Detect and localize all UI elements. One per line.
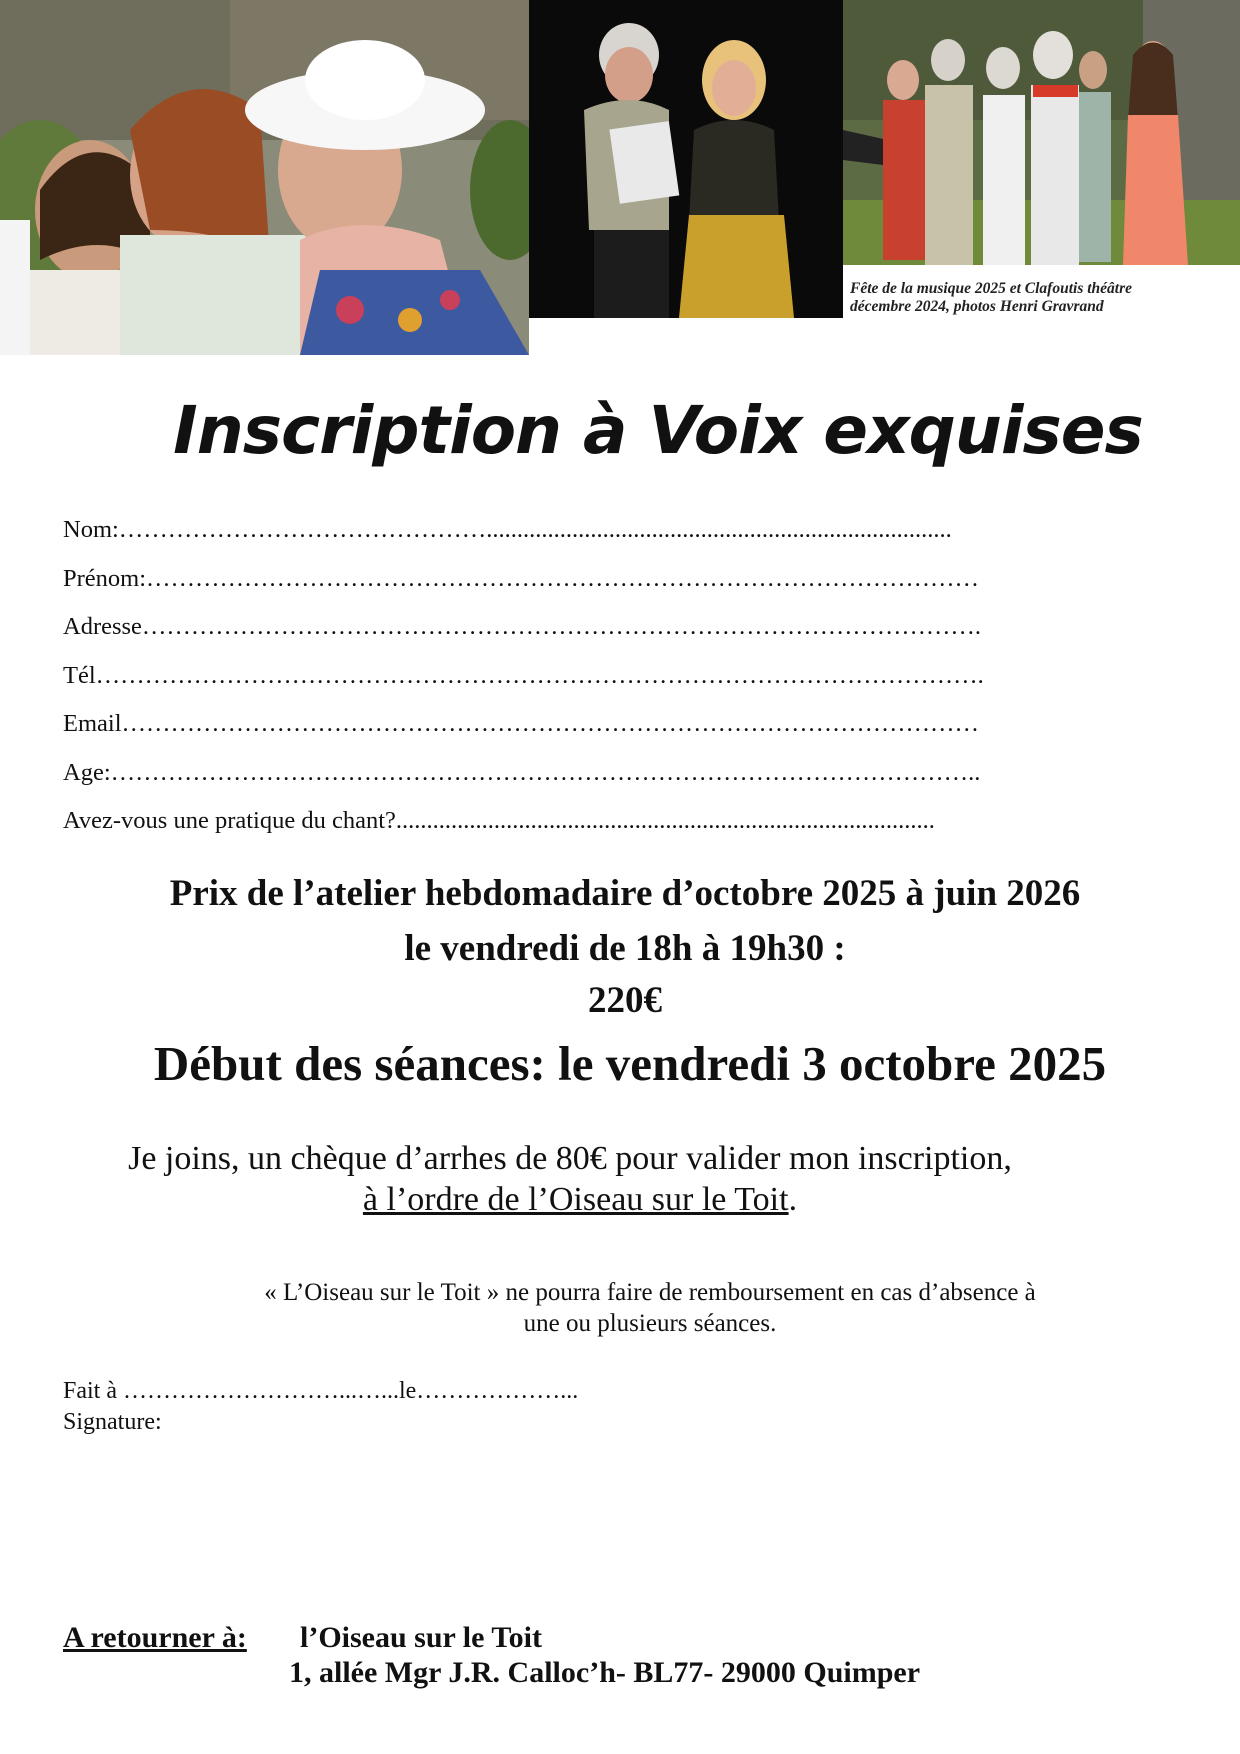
price-amount: 220€	[588, 980, 662, 1021]
cheque-payee	[0, 1181, 1200, 1219]
first-name-field[interactable]: Prénom:…………………………………………………………………………………………	[63, 564, 980, 592]
name-field[interactable]: Nom:………………………………………............................................................................	[63, 516, 952, 543]
refund-line-1: « L’Oiseau sur le Toit » ne pourra faire de remboursement en cas d’absence à	[264, 1279, 1036, 1306]
start-date-heading: Début des séances: le vendredi 3 octobre 2025	[153, 1036, 1107, 1091]
place-date-field[interactable]: Fait à ………………………...…...le………………...	[63, 1378, 579, 1404]
phone-field[interactable]: Tél……………………………………………………………………………………………….	[63, 661, 984, 689]
page-title: Inscription à Voix exquises	[173, 392, 1143, 469]
caption-line-2: décembre 2024, photos Henri Gravrand	[850, 298, 1104, 315]
address-field[interactable]: Adresse………………………………………………………………………………………….	[63, 613, 982, 640]
choir-singers-outdoor-photo	[0, 0, 529, 355]
price-heading: Prix de l’atelier hebdomadaire d’octobre 2025 à juin 2026	[169, 873, 1081, 914]
return-address-block	[63, 1620, 921, 1689]
singing-experience-field[interactable]: Avez-vous une pratique du chant?........................................................................................	[63, 807, 935, 834]
registration-form	[63, 515, 1133, 855]
return-address: 1, allée Mgr J.R. Calloc’h- BL77- 29000 Quimper	[289, 1656, 921, 1689]
schedule-text: le vendredi de 18h à 19h30 :	[404, 928, 846, 969]
fete-de-la-musique-choir-photo	[843, 0, 1240, 265]
cheque-payee-name: à l’ordre de l’Oiseau sur le Toit	[362, 1181, 789, 1218]
return-label: A retourner à:	[63, 1621, 247, 1654]
refund-notice	[195, 1277, 1105, 1339]
cheque-text: Je joins, un chèque d’arrhes de 80€ pour valider mon inscription,	[128, 1140, 1012, 1177]
cheque-payee-end: .	[788, 1181, 798, 1218]
signature-label: Signature:	[63, 1409, 162, 1435]
return-organization: l’Oiseau sur le Toit	[300, 1621, 542, 1654]
photo-caption	[850, 280, 1235, 316]
email-field[interactable]: Email……………………………………………………………………………………………	[63, 710, 980, 737]
caption-line-1: Fête de la musique 2025 et Clafoutis théâtre	[850, 280, 1133, 297]
refund-line-2: une ou plusieurs séances.	[523, 1310, 777, 1337]
signature-block	[63, 1376, 578, 1438]
theatre-duo-photo	[529, 0, 843, 318]
age-field[interactable]: Age:……………………………………………………………………………………………..	[63, 758, 981, 786]
